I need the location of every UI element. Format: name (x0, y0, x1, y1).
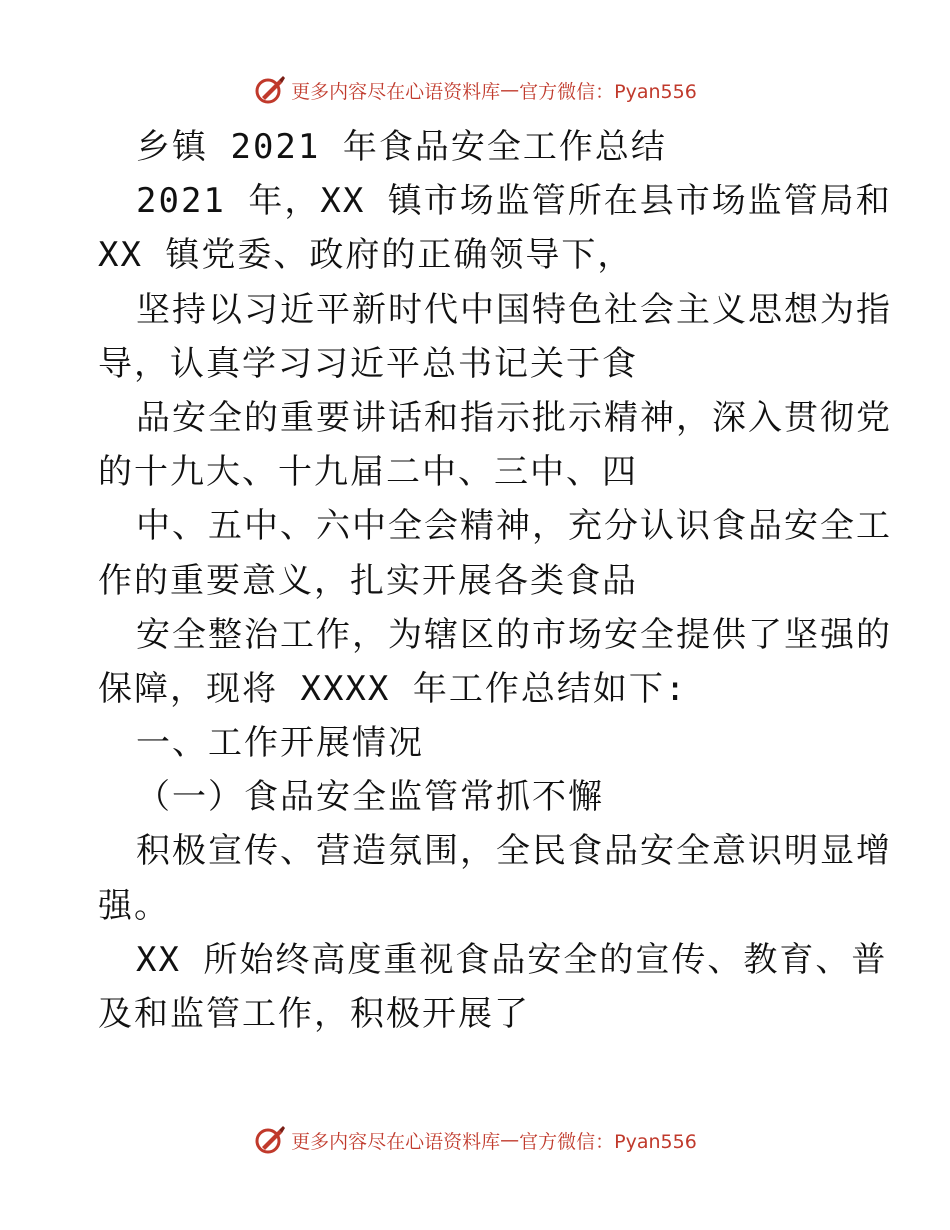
banner-brand-text: 更多内容尽在心语资料库 (291, 80, 501, 103)
text-line: 坚持以习近平新时代中国特色社会主义思想为指 (136, 289, 892, 330)
text-line: XX 镇党委、政府的正确领导下， (98, 235, 634, 276)
text-line: 中、五中、六中全会精神，充分认识食品安全工 (136, 506, 892, 547)
pen-logo-icon (253, 73, 287, 107)
text-line: XX 所始终高度重视食品安全的宣传、教育、普 (136, 939, 888, 980)
text-line: 品安全的重要讲话和指示批示精神，深入贯彻党 (136, 397, 892, 438)
text-line: 的十九大、十九届二中、三中、四 (98, 452, 638, 493)
banner-separator: — (500, 79, 520, 101)
text-line: 作的重要意义，扎实开展各类食品 (98, 560, 638, 601)
text-line: 导，认真学习习近平总书记关于食 (98, 343, 638, 384)
banner-contact-text: 官方微信：Pyan556 (519, 1130, 697, 1153)
text-line: 强。 (98, 885, 170, 926)
text-line: 积极宣传、营造氛围，全民食品安全意识明显增 (136, 831, 892, 872)
pen-logo-icon (253, 1123, 287, 1157)
text-line: （一）食品安全监管常抓不懈 (136, 777, 604, 818)
text-line: 及和监管工作，积极开展了 (98, 994, 530, 1034)
document-title: 乡镇 2021 年食品安全工作总结 (136, 127, 667, 167)
text-line: 2021 年，XX 镇市场监管所在县市场监管局和 (136, 181, 892, 222)
banner-contact-text: 官方微信：Pyan556 (519, 80, 697, 103)
header-watermark-banner (0, 70, 950, 110)
text-line: 安全整治工作，为辖区的市场安全提供了坚强的 (136, 614, 892, 655)
banner-brand-text: 更多内容尽在心语资料库 (291, 1130, 501, 1153)
banner-separator: — (500, 1129, 520, 1151)
footer-watermark-banner (0, 1120, 950, 1160)
text-line: 一、工作开展情况 (136, 723, 424, 764)
document-body (98, 120, 892, 1041)
text-line: 保障，现将 XXXX 年工作总结如下: (98, 668, 688, 709)
